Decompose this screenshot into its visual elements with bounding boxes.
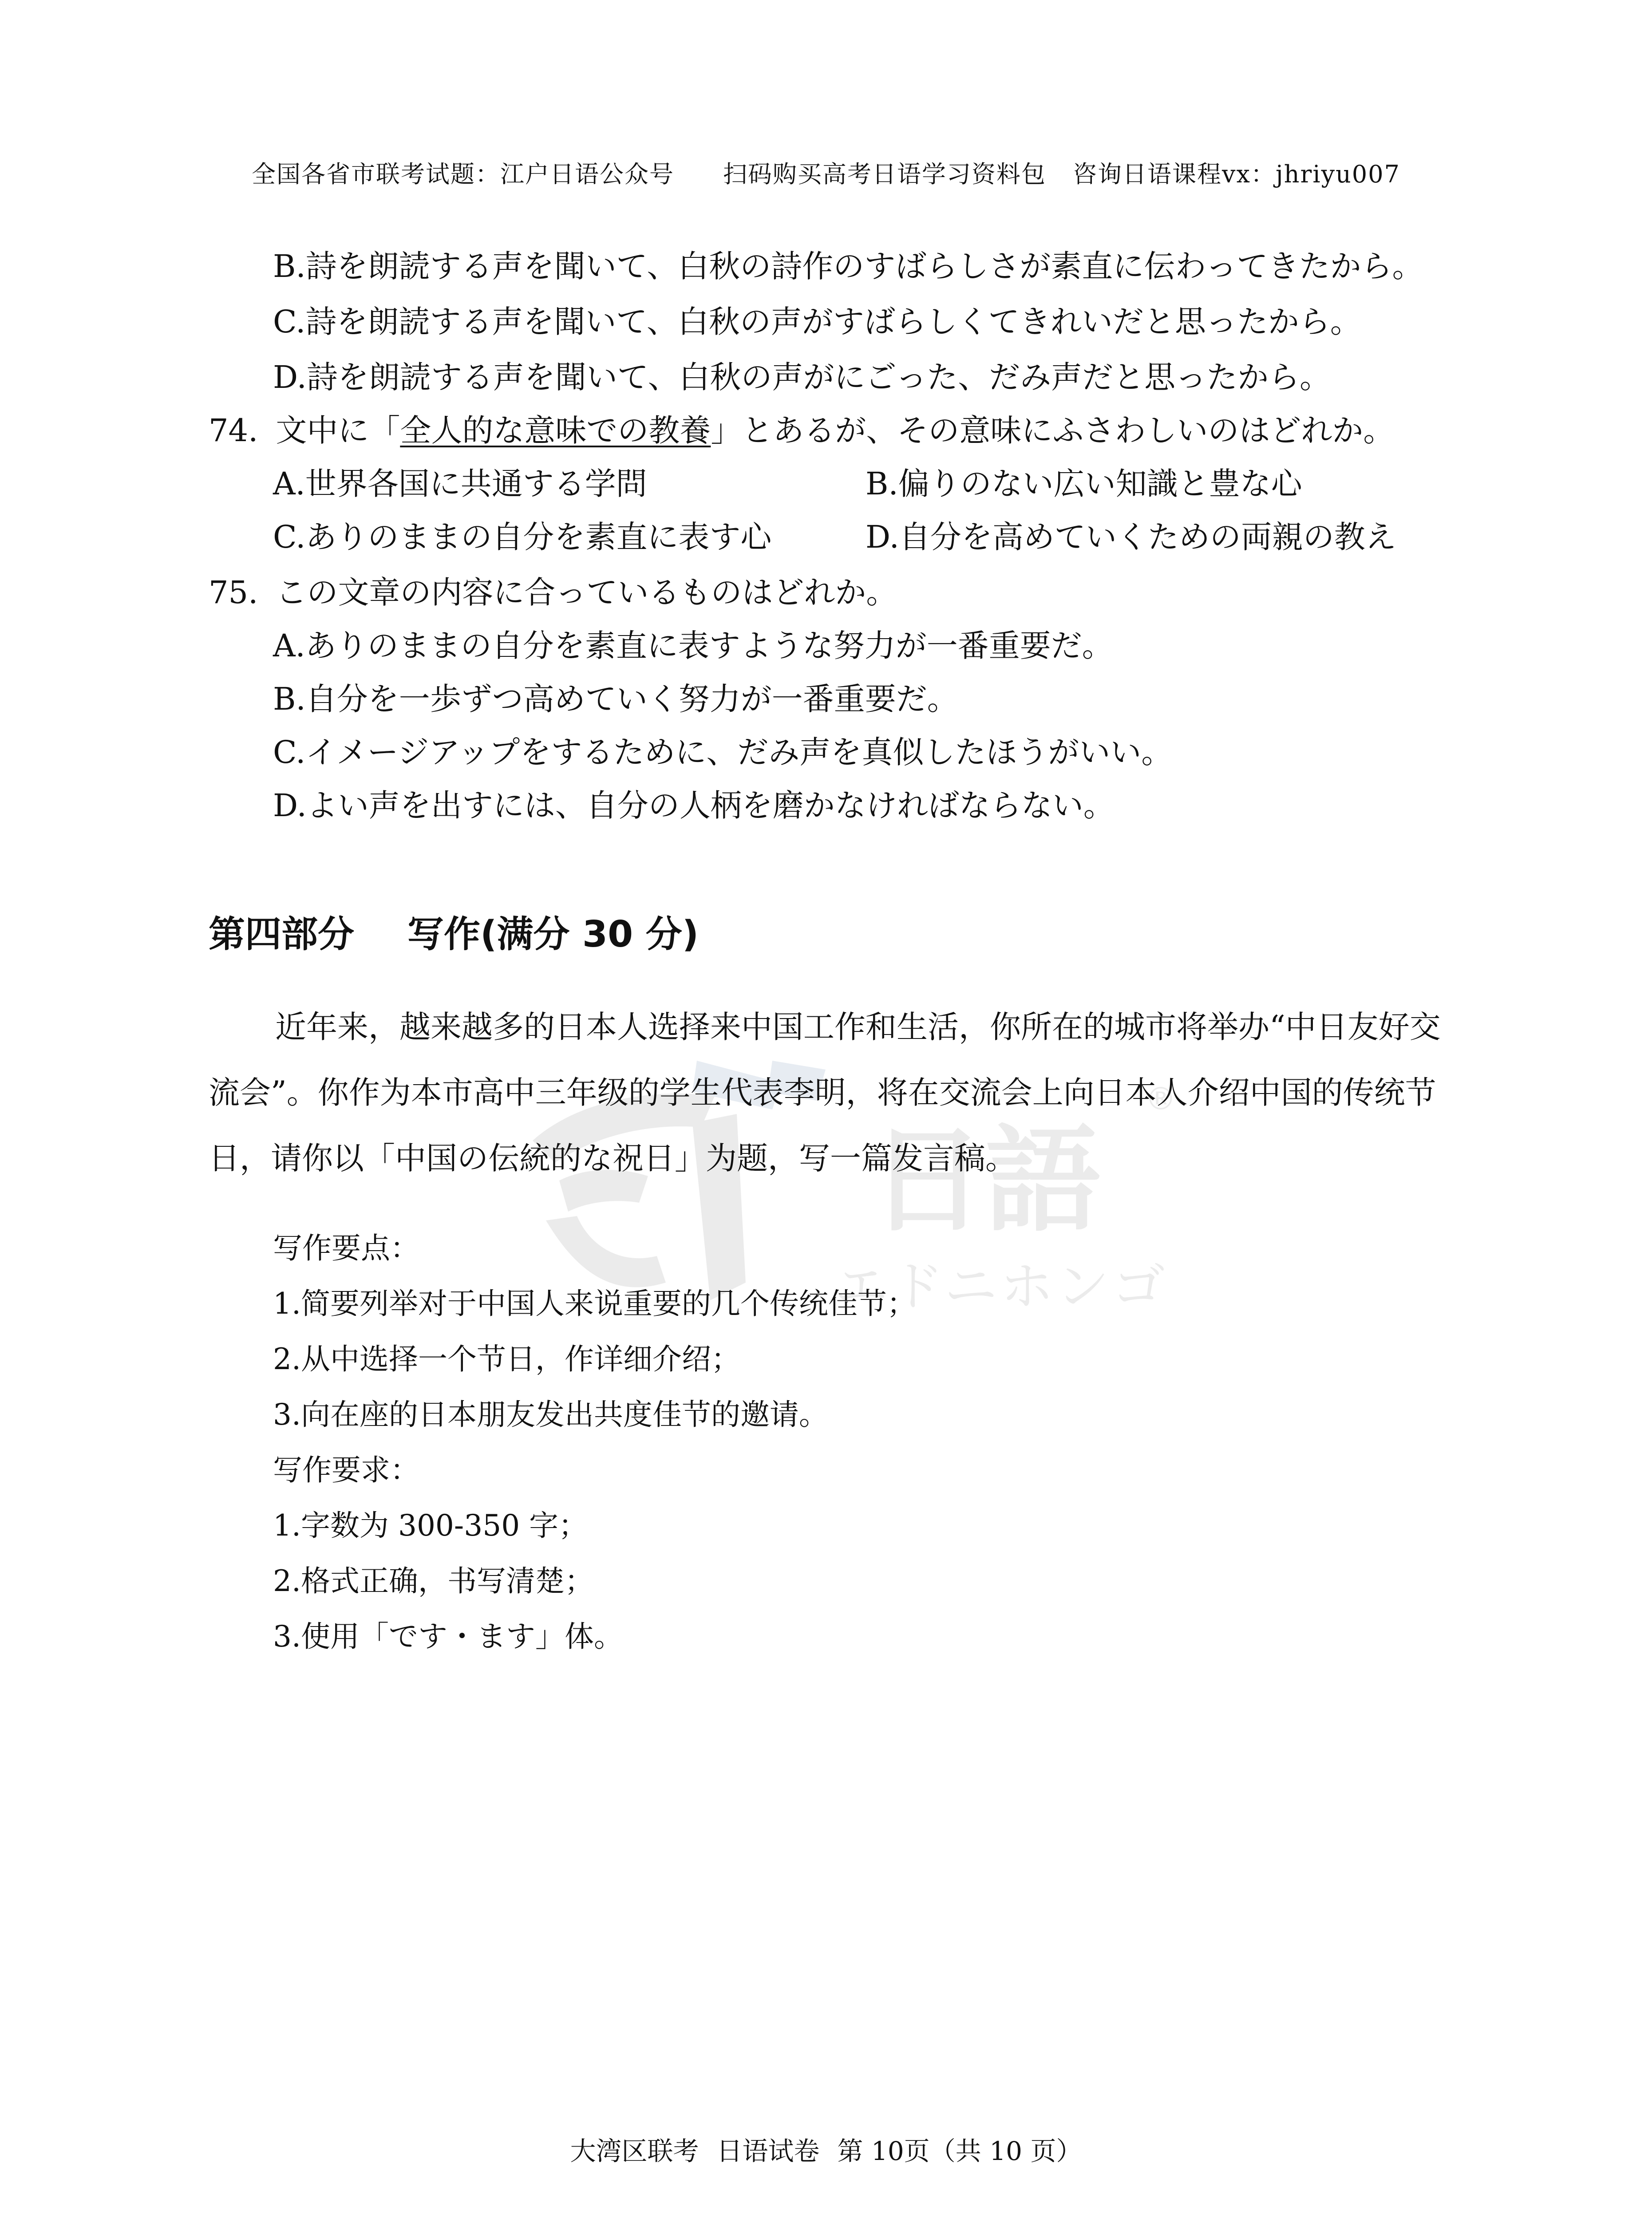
q74-option-a: A.世界各国に共通する学問 [273, 466, 647, 502]
q74-option-c: C.ありのままの自分を素直に表す心 [273, 519, 772, 555]
q75-stem-text: この文章の内容に合っているものはどれか。 [276, 574, 897, 611]
requirement-item: 3.使用「です・ます」体。 [273, 1619, 623, 1654]
q73-option-d: D.詩を朗読する声を聞いて、白秋の声がにごった、だみ声だと思ったから。 [273, 359, 1331, 395]
q74-option-b: B.偏りのない広い知識と豊な心 [866, 466, 1302, 502]
q75-option-c: C.イメージアップをするために、だみ声を真似したほうがいい。 [273, 734, 1173, 770]
writing-prompt [209, 994, 1443, 1191]
points-title: 写作要点： [273, 1231, 419, 1265]
q75-option-b: B.自分を一歩ずつ高めていく努力が一番重要だ。 [273, 681, 958, 717]
q73-option-c: C.詩を朗読する声を聞いて、白秋の声がすばらしくてきれいだと思ったから。 [273, 304, 1361, 340]
q74-stem-post: 」とあるが、その意味にふさわしいのはどれか。 [711, 412, 1395, 449]
requirements-title: 写作要求： [273, 1453, 419, 1487]
header-ad: 扫码购买高考日语学习资料包 [723, 160, 1047, 188]
writing-prompt-text: 近年来，越来越多的日本人选择来中国工作和生活，你所在的城市将举办“中日友好交流会”。你作为本市高中三年级的学生代表李明，将在交流会上向日本人介绍中国的传统节日，请你以「中国の伝統的な祝日」为题，写一篇发言稿。 [209, 1009, 1441, 1177]
q73-option-b: B.詩を朗読する声を聞いて、白秋の詩作のすばらしさが素直に伝わってきたから。 [273, 248, 1423, 284]
q74-stem-pre: 文中に「 [276, 412, 400, 449]
q74-underlined-phrase: 全人的な意味での教養 [400, 412, 711, 449]
requirement-item: 1.字数为 300-350 字； [273, 1508, 588, 1543]
section-heading [209, 905, 699, 957]
header-contact: 咨询日语课程vx：jhriyu007 [1073, 160, 1400, 188]
page-footer [0, 2130, 1652, 2168]
footer-exam: 大湾区联考 [570, 2136, 699, 2166]
footer-page: 第 10页（共 10 页） [837, 2136, 1082, 2166]
watermark-reading: エドニホンゴ [834, 1256, 1168, 1318]
q74-number: 74. [209, 412, 258, 449]
footer-subject: 日语试卷 [716, 2136, 820, 2166]
q75-number: 75. [209, 574, 258, 611]
watermark-brand: 日語 [870, 1114, 1101, 1248]
q75-option-d: D.よい声を出すには、自分の人柄を磨かなければならない。 [273, 787, 1115, 824]
q74-stem [209, 412, 1395, 449]
section-title: 写作(满分 30 分) [407, 913, 699, 956]
q74-option-d: D.自分を高めていくための両親の教え [866, 519, 1396, 555]
page-header [0, 155, 1652, 190]
q75-option-a: A.ありのままの自分を素直に表すような努力が一番重要だ。 [273, 628, 1113, 664]
q75-stem [209, 574, 897, 611]
watermark-registered: ® [1145, 1081, 1172, 1117]
point-item: 2.从中选择一个节日，作详细介绍； [273, 1342, 740, 1376]
requirement-item: 2.格式正确，书写清楚； [273, 1564, 594, 1598]
point-item: 1.简要列举对于中国人来说重要的几个传统佳节； [273, 1287, 916, 1321]
section-part: 第四部分 [209, 913, 355, 956]
point-item: 3.向在座的日本朋友发出共度佳节的邀请。 [273, 1398, 828, 1432]
header-source: 全国各省市联考试题：江户日语公众号 [252, 160, 675, 188]
